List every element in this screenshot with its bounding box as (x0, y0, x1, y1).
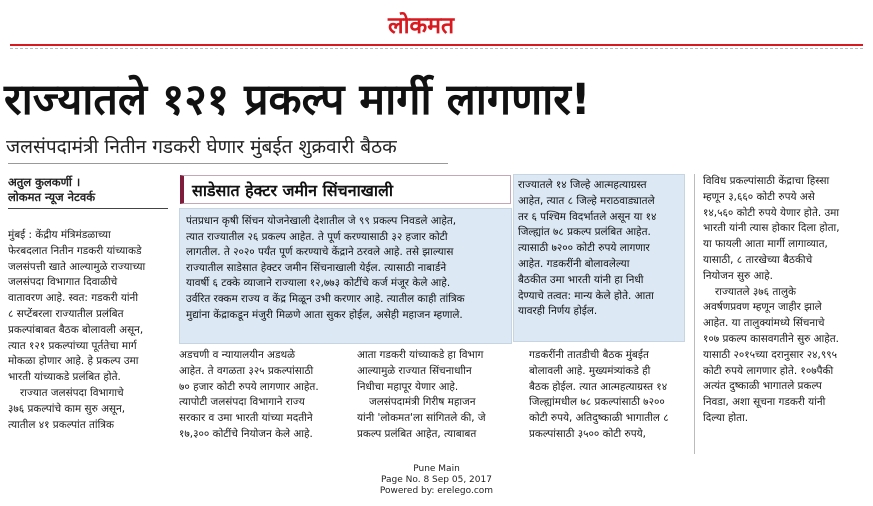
column-line: यांनी 'लोकमत'ला सांगितले की, जे (357, 412, 486, 425)
byline (8, 175, 95, 205)
byline-agency: लोकमत न्यूज नेटवर्क (8, 190, 96, 204)
column-line: अत्यंत दुष्काळी भागातले प्रकल्प (703, 380, 822, 393)
column-line: ३७६ प्रकल्पांचे काम सुरु असून, (8, 402, 126, 415)
footer-edition: Pune Main (413, 464, 460, 474)
column-line: जिल्ह्यांमधील ७८ प्रकल्पांसाठी ७२०० (529, 396, 665, 409)
column-line: बैठक होईल. त्यात आत्महत्याग्रस्त १४ (529, 380, 668, 393)
column-line: फेरबदलात नितीन गडकरी यांच्याकडे (8, 244, 142, 257)
column-line: बोलावली आहे. मुख्यमंत्र्यांकडे ही (529, 364, 651, 377)
column-line: आल्यामुळे राज्यात सिंचनाधाीन (357, 364, 472, 377)
box-line: उर्वरित रक्कम राज्य व केंद्र मिळून उभी करणार आहे. त्यातील काही तांत्रिक (186, 292, 465, 305)
column-line: मुंबई : केंद्रीय मंत्रिमंडळाच्या (8, 229, 111, 241)
column-line: त्यात १२१ प्रकल्पांच्या पूर्ततेचा मार्ग (8, 339, 137, 352)
column-line: यासाठी २०१५च्या दरानुसार २४,९९५ (703, 348, 838, 361)
highlight-line: यावरही निर्णय होईल. (518, 305, 598, 318)
box-line: पंतप्रधान कृषी सिंचन योजनेखाली देशातील जे ९९ प्रकल्प निवडले आहेत, (186, 215, 457, 227)
column-line: प्रकल्प प्रलंबित आहेत, त्याबाबत (357, 427, 477, 440)
footer-page-date: Page No. 8 Sep 05, 2017 (381, 475, 492, 485)
box-title: साडेसात हेक्टर जमीन सिंचनाखाली (180, 175, 511, 204)
column-line: त्यातील ४१ प्रकल्पांत तांत्रिक (8, 418, 114, 431)
column-divider (694, 174, 695, 454)
column-line: कोटी रुपये, अतिदुष्काळी भागातील ८ (529, 412, 669, 425)
column-line: अडचणी व न्यायालयीन अडथळे (179, 349, 296, 361)
column-line: भारती यांनी त्यास होकार दिला होता, (703, 222, 840, 235)
column-line: अवर्षणप्रवण म्हणून जाहीर झाले (703, 301, 822, 314)
column-line: ७० हजार कोटी रुपये लागणार आहेत. (179, 380, 319, 393)
masthead-rule-dashed (10, 48, 863, 49)
subheadline: जलसंपदामंत्री नितीन गडकरी घेणार मुंबईत शुक्रवारी बैठक (6, 136, 397, 158)
byline-rule (8, 208, 168, 209)
column-line: निवडा, अशा सूचना गडकरी यांनी (703, 396, 826, 409)
highlight-line: तर ६ पश्चिम विदर्भातले असून या १४ (518, 210, 657, 223)
column-line: सरकार व उमा भारती यांच्या मदतीने (179, 412, 313, 425)
column-line: १०७ प्रकल्प कासवगतीने सुरु आहेत. (703, 332, 839, 345)
column-line: त्यापोटी जलसंपदा विभागाने राज्य (179, 396, 305, 409)
column-line: जलसंपदा विभागात दिवाळीचे (8, 276, 118, 289)
highlight-line: त्यासाठी ७२०० कोटी रुपये लागणार (518, 242, 650, 255)
highlight-box (513, 174, 685, 342)
column-line: राज्यात जलसंपदा विभागाचे (20, 386, 124, 399)
column-line: प्रकल्पांबाबत बैठक बोलावली असून, (8, 323, 144, 336)
column-line: म्हणून ३,६६० कोटी रुपये असे (703, 190, 815, 203)
column-line: भारती यांच्याकडे प्रलंबित होते. (8, 371, 121, 384)
box-line: त्यात राज्यातील २६ प्रकल्प आहेत. ते पूर्ण करण्यासाठी ३२ हजार कोटी (186, 230, 448, 243)
highlight-line: जिल्ह्यांत ७८ प्रकल्प प्रलंबित आहेत. (518, 226, 651, 239)
article-column-2 (179, 348, 349, 443)
masthead-rule (10, 44, 863, 46)
box-line: यावर्षी ६ टक्के व्याजाने राज्याला १२,७७३ कोटींचे कर्ज मंजूर केले आहे. (186, 277, 451, 290)
headline: राज्यातले १२१ प्रकल्प मार्गी लागणार! (4, 75, 591, 125)
lokmat-logo: लोकमत (388, 13, 455, 39)
column-line: आहेत. ते वगळता ३२५ प्रकल्पांसाठी (179, 364, 314, 377)
column-line: राज्यातले ३७६ तालुके (715, 285, 797, 298)
article-column-4 (529, 348, 691, 443)
column-line: वातावरण आहे. स्वत: गडकरी यांनी (8, 292, 139, 305)
column-line: गडकरींनी तातडीची बैठक मुंबईत (529, 349, 649, 361)
column-line: जलसंपत्ती खाते आल्यामुळे राज्याच्या (8, 260, 146, 273)
highlight-line: देण्याचे तत्वत: मान्य केले होते. आता (518, 289, 654, 302)
highlight-line: बैठकीत उमा भारती यांनी हा निधी (518, 273, 644, 286)
box-line: मुद्यांना केंद्राकडून मंजुरी मिळणे आता सुकर होईल, असेही महाजन म्हणाले. (186, 308, 463, 321)
column-line: प्रकल्पांसाठी ३५०० कोटी रुपये, (529, 427, 646, 440)
highlight-line: राज्यातले १४ जिल्हे आत्महत्याग्रस्त (518, 179, 647, 191)
page-footer (0, 464, 873, 497)
column-line: नियोजन सुरु आहे. (703, 269, 773, 282)
subheadline-rule (8, 163, 448, 164)
column-line: आहेत. या तालुक्यांमध्ये सिंचनाचे (703, 317, 825, 330)
column-line: जलसंपदामंत्री गिरीष महाजन (369, 396, 476, 409)
column-line: आता गडकरी यांच्याकडे हा विभाग (357, 349, 484, 361)
column-line: १७,३०० कोटींचे नियोजन केले आहे. (179, 427, 313, 440)
article-column-1 (8, 228, 170, 433)
article-column-3 (357, 348, 523, 443)
column-line: विविध प्रकल्पांसाठी केंद्राचा हिस्सा (703, 175, 830, 187)
column-line: मोकळा होणार आहे. हे प्रकल्प उमा (8, 355, 139, 368)
highlight-line: आहेत, त्यात ८ जिल्हे मराठवाड्यातले (518, 194, 655, 207)
info-box (179, 208, 512, 344)
column-line: कोटी रुपये लागणार होते. १०७पैकी (703, 364, 834, 377)
box-line: राज्यातील साडेसात हेक्टर जमीन सिंचनाखाली येईल. त्यासाठी नाबार्डने (186, 261, 447, 274)
column-line: दिल्या होता. (703, 411, 749, 424)
column-line: यासाठी, ८ तारखेच्या बैठकीचे (703, 253, 813, 266)
footer-powered-by: Powered by: erelego.com (379, 486, 494, 496)
column-line: निधीचा महापूर येणार आहे. (357, 380, 459, 393)
byline-author: अतुल कुलकर्णी । (8, 175, 81, 189)
column-line: १४,५६० कोटी रुपये येणार होते. उमा (703, 206, 840, 219)
article-column-5 (703, 174, 867, 427)
column-line: ८ सप्टेंबरला राज्यातील प्रलंबित (8, 307, 124, 320)
highlight-line: आहेत. गडकरींनी बोलावलेल्या (518, 257, 630, 270)
box-line: लागतील. ते २०२० पर्यंत पूर्ण करण्याचे केंद्राने ठरवले आहे. तसे झाल्यास (186, 246, 454, 259)
column-line: या फायली आता मार्गी लागाव्यात, (703, 238, 828, 251)
